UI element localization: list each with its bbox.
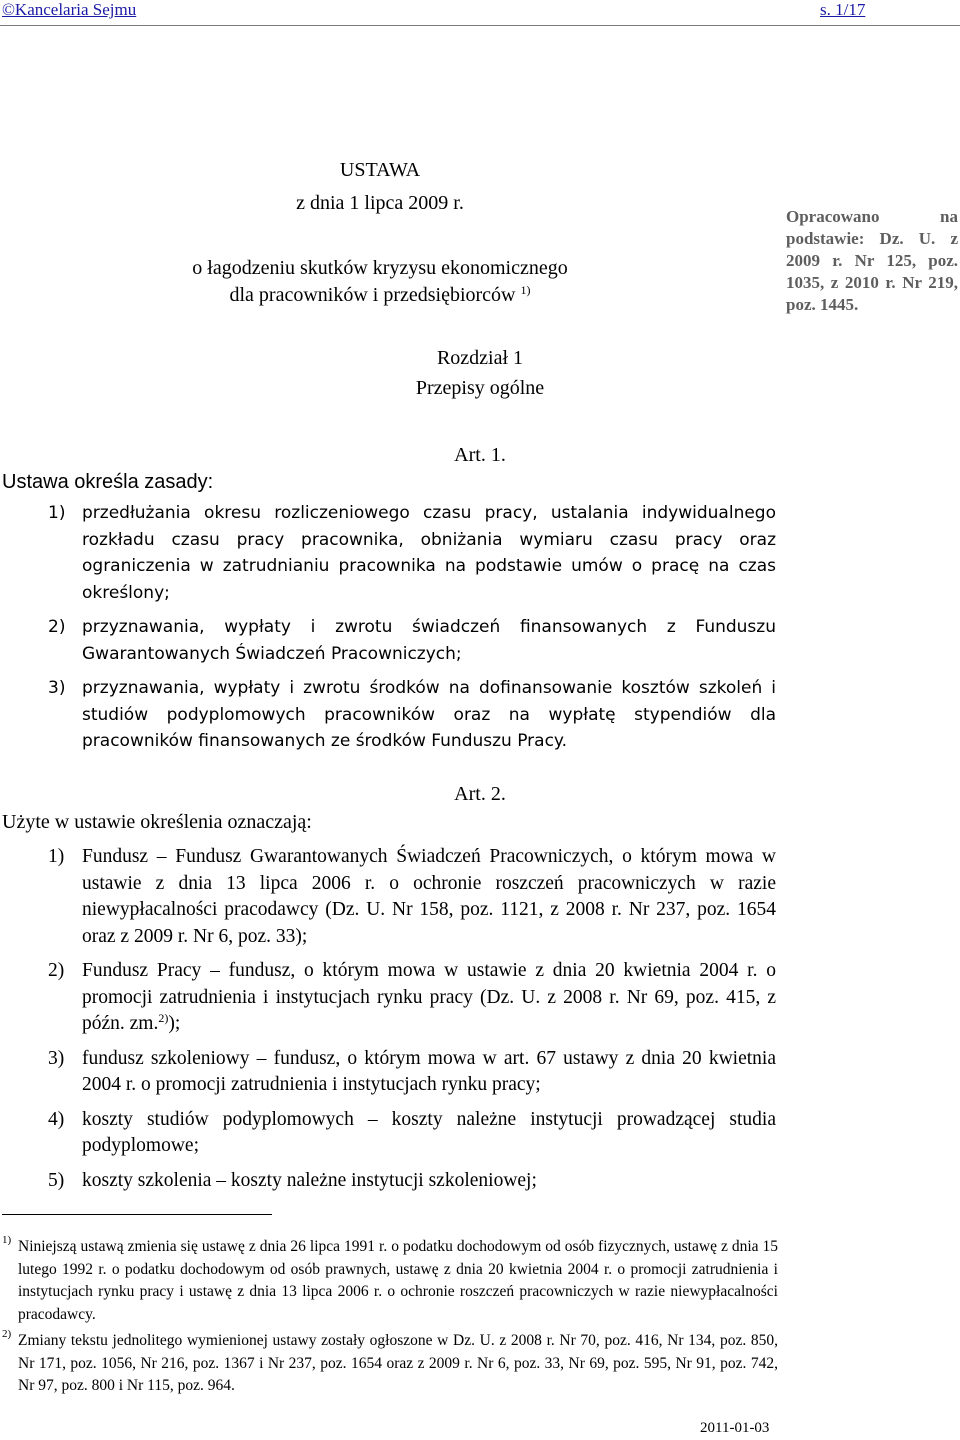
list-item xyxy=(48,675,776,755)
list-item-text: Fundusz – Fundusz Gwarantowanych Świadczeń Pracowniczych, o którym mowa w ustawie z dnia 13 lipca 2006 r. o ochronie roszczeń pracowniczych w razie niewypłacalności pracodawcy (Dz. U. Nr 158, poz. 1121, z 2008 r. Nr 237, poz. 1654 oraz z 2009 r. Nr 6, poz. 33); xyxy=(82,846,776,947)
act-subject-line-1: o łagodzeniu skutków kryzysu ekonomicznego xyxy=(192,257,568,279)
list-item xyxy=(48,1046,776,1099)
act-subject-line-2 xyxy=(130,281,630,309)
header-page-number[interactable]: s. 1/17 xyxy=(820,0,866,19)
footnote-text: Zmiany tekstu jednolitego wymienionej ustawy zostały ogłoszone w Dz. U. z 2008 r. Nr 70, poz. 416, Nr 134, poz. 850, Nr 171, poz. 1056, Nr 216, poz. 1367 i Nr 237, poz. 1654 oraz z 2009 r. Nr 6, poz. 33, Nr 69, poz. 595, Nr 91, poz. 742, Nr 97, poz. 800 i Nr 115, poz. 964. xyxy=(18,1332,778,1394)
article-1-intro: Ustawa określa zasady: xyxy=(2,471,214,493)
footnote-mark: 1) xyxy=(2,1234,12,1246)
article-1-heading: Art. 1. xyxy=(454,444,506,466)
list-item-text: przyznawania, wypłaty i zwrotu środków na dofinansowanie kosztów szkoleń i studiów podyplomowych pracowników oraz na wypłatę stypendiów dla pracowników finansowanych ze środków Funduszu Pracy. xyxy=(82,678,776,751)
article-1-list xyxy=(48,500,776,763)
list-item-text-end: ); xyxy=(168,1013,181,1034)
footnotes-list xyxy=(2,1236,778,1402)
list-item-text: koszty szkolenia – koszty należne instytucji szkoleniowej; xyxy=(82,1169,537,1191)
list-item-number: 5) xyxy=(48,1169,65,1191)
list-item-number: 2) xyxy=(48,617,66,637)
list-item xyxy=(48,614,776,667)
list-item xyxy=(48,1168,776,1195)
act-subject-text: dla pracowników i przedsiębiorców xyxy=(229,284,516,306)
footnote-mark: 2) xyxy=(2,1328,12,1340)
document-date: 2011-01-03 xyxy=(700,1420,770,1436)
list-item-number: 2) xyxy=(48,960,65,981)
footnote-ref-1[interactable]: 1) xyxy=(520,283,531,297)
chapter-label: Rozdział 1 xyxy=(436,347,524,369)
list-item-text: Fundusz Pracy – fundusz, o którym mowa w ustawie z dnia 20 kwietnia 2004 r. o promocji zatrudnienia i instytucjach rynku pracy (Dz. U. z 2008 r. Nr 69, poz. 415, z późn. zm. xyxy=(82,960,776,1034)
list-item-number: 3) xyxy=(48,1047,65,1069)
footnote-ref-2[interactable]: 2) xyxy=(158,1011,169,1025)
list-item xyxy=(48,500,776,606)
list-item-text: koszty studiów podyplomowych – koszty należne instytucji prowadzącej studia podyplomowe; xyxy=(82,1108,776,1156)
list-item xyxy=(48,844,776,950)
article-2-intro: Użyte w ustawie określenia oznaczają: xyxy=(2,811,312,833)
list-item-text: fundusz szkoleniowy – fundusz, o którym mowa w art. 67 ustawy z dnia 20 kwietnia 2004 r. o promocji zatrudnienia i instytucjach rynku pracy; xyxy=(82,1047,776,1095)
list-item-number: 1) xyxy=(48,846,65,867)
list-item xyxy=(48,958,776,1038)
article-2-list xyxy=(48,844,776,1202)
list-item-number: 4) xyxy=(48,1108,65,1130)
act-type-title: USTAWA xyxy=(339,159,421,181)
list-item-text: przedłużania okresu rozliczeniowego czasu pracy, ustalania indywidualnego rozkładu czasu pracy pracownika, obniżania wymiaru czasu pracy oraz ograniczenia w zatrudnianiu pracownika na podstawie umów o pracę na czas określony; xyxy=(82,503,776,603)
header-divider xyxy=(0,25,960,26)
act-date: z dnia 1 lipca 2009 r. xyxy=(296,192,464,214)
footnote xyxy=(2,1236,778,1326)
list-item-number: 3) xyxy=(48,678,66,698)
article-2-heading: Art. 2. xyxy=(454,783,506,805)
source-note: Opracowano na podstawie: Dz. U. z 2009 r. Nr 125, poz. 1035, z 2010 r. Nr 219, poz. 1445. xyxy=(786,207,958,314)
list-item-number: 1) xyxy=(48,503,66,523)
footnote-divider xyxy=(2,1214,272,1215)
footnote xyxy=(2,1330,778,1398)
list-item-text: przyznawania, wypłaty i zwrotu świadczeń finansowanych z Funduszu Gwarantowanych Świadczeń Pracowniczych; xyxy=(82,617,776,664)
header-publisher-link[interactable]: ©Kancelaria Sejmu xyxy=(2,0,137,19)
chapter-name: Przepisy ogólne xyxy=(415,377,545,399)
list-item xyxy=(48,1107,776,1160)
footnote-text: Niniejszą ustawą zmienia się ustawę z dnia 26 lipca 1991 r. o podatku dochodowym od osób fizycznych, ustawę z dnia 15 lutego 1992 r. o podatku dochodowym od osób prawnych, ustawę z dnia 20 kwietnia 2004 r. o promocji zatrudnienia i instytucjach rynku pracy i ustawę z dnia 13 lipca 2006 r. o ochronie roszczeń pracowniczych w razie niewypłacalności pracodawcy. xyxy=(18,1238,778,1323)
